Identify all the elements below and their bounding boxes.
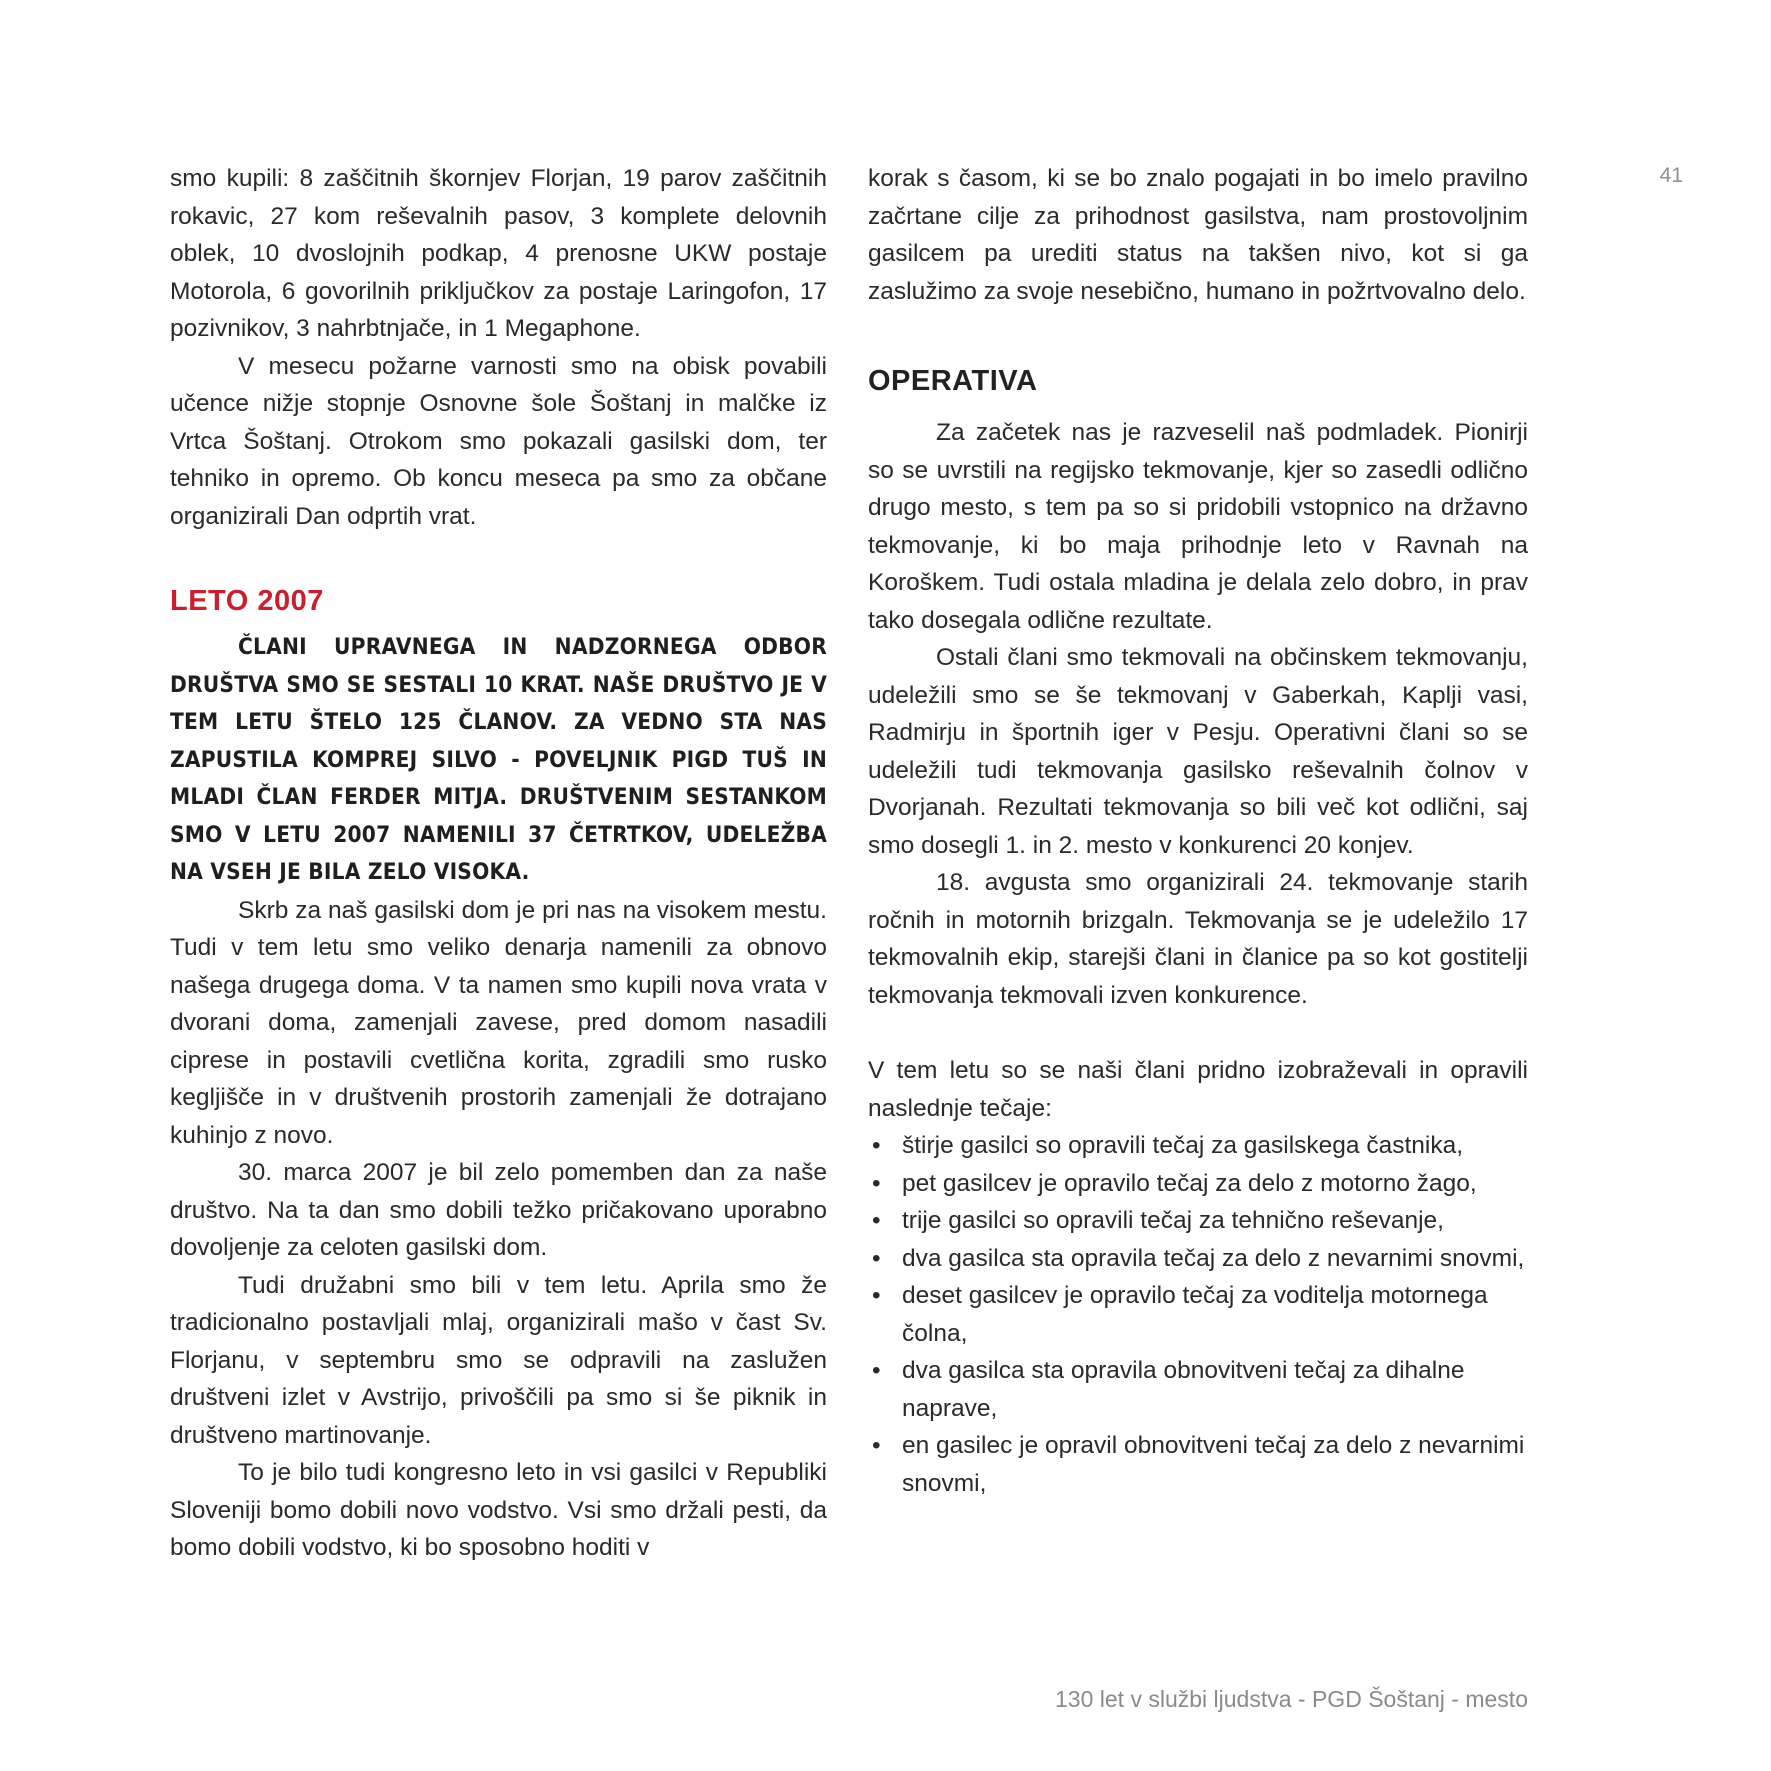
uppercase-paragraph: ČLANI UPRAVNEGA IN NADZORNEGA ODBOR DRUŠTVA SMO SE SESTALI 10 KRAT. NAŠE DRUŠTVO JE V TEM LETU ŠTELO 125 ČLANOV. ZA VEDNO STA NAS ZAPUSTILA KOMPREJ SILVO - POVELJNIK PIGD TUŠ IN MLADI ČLAN FERDER MITJA. DRUŠTVENIM SESTANKOM SMO V LETU 2007 NAMENILI 37 ČETRTKOV, UDELEŽBA NA VSEH JE BILA ZELO VISOKA. bbox=[170, 634, 827, 885]
paragraph: To je bilo tudi kongresno leto in vsi gasilci v Republiki Sloveniji bomo dobili novo vodstvo. Vsi smo držali pesti, da bomo dobili vodstvo, ki bo sposobno hoditi v bbox=[170, 1459, 827, 1561]
list-item: • trije gasilci so opravili tečaj za tehnično reševanje, bbox=[868, 1202, 1528, 1240]
paragraph: korak s časom, ki se bo znalo pogajati in bo imelo pravilno začrtane cilje za prihodnost gasilstva, nam prostovoljnim gasilcem pa urediti status na takšen nivo, kot si ga zaslužimo za svoje nesebično, humano in požrtvovalno delo. bbox=[868, 165, 1528, 305]
paragraph: V tem letu so se naši člani pridno izobraževali in opravili naslednje tečaje: bbox=[868, 1057, 1528, 1122]
section-heading-leto-2007: LETO 2007 bbox=[170, 585, 324, 617]
list-item: • en gasilec je opravil obnovitveni tečaj za delo z nevarnimi snovmi, bbox=[868, 1427, 1528, 1502]
paragraph: Tudi družabni smo bili v tem letu. Aprila smo že tradicionalno postavljali mlaj, organizirali mašo v čast Sv. Florjanu, v septembru smo se odpravili na zaslužen društveni izlet v Avstrijo, privoščili pa smo si še piknik in društveno martinovanje. bbox=[170, 1271, 827, 1449]
paragraph: smo kupili: 8 zaščitnih škornjev Florjan, 19 parov zaščitnih rokavic, 27 kom reševalnih pasov, 3 komplete delovnih oblek, 10 dvoslojnih podkap, 4 prenosne UKW postaje Motorola, 6 govorilnih priključkov za postaje Laringofon, 17 pozivnikov, 3 nahrbtnjače, in 1 Megaphone. bbox=[170, 165, 827, 342]
page-number: 41 bbox=[1659, 164, 1683, 187]
left-column bbox=[170, 160, 827, 1567]
course-list bbox=[868, 1127, 1528, 1502]
paragraph: Skrb za naš gasilski dom je pri nas na visokem mestu. Tudi v tem letu smo veliko denarja namenili za obnovo našega drugega doma. V ta namen smo kupili nova vrata v dvorani doma, zamenjali zavese, pred domom nasadili ciprese in postavili cvetlična korita, zgradili smo rusko kegljišče in v društvenih prostorih zamenjali že dotrajano kuhinjo z novo. bbox=[170, 896, 827, 1149]
list-item: • pet gasilcev je opravilo tečaj za delo z motorno žago, bbox=[868, 1165, 1528, 1203]
list-item: • dva gasilca sta opravila tečaj za delo z nevarnimi snovmi, bbox=[868, 1240, 1528, 1278]
paragraph: 30. marca 2007 je bil zelo pomemben dan za naše društvo. Na ta dan smo dobili težko pričakovano uporabno dovoljenje za celoten gasilski dom. bbox=[170, 1159, 827, 1261]
paragraph: V mesecu požarne varnosti smo na obisk povabili učence nižje stopnje Osnovne šole Šoštanj in malčke iz Vrtca Šoštanj. Otrokom smo pokazali gasilski dom, ter tehniko in opremo. Ob koncu meseca pa smo za občane organizirali Dan odprtih vrat. bbox=[170, 352, 827, 530]
paragraph: Ostali člani smo tekmovali na občinskem tekmovanju, udeležili smo se še tekmovanj v Gaberkah, Kaplji vasi, Radmirju in športnih iger v Pesju. Operativni člani so se udeležili tudi tekmovanja gasilsko reševalnih čolnov v Dvorjanah. Rezultati tekmovanja so bili več kot odlični, saj smo dosegli 1. in 2. mesto v konkurenci 20 konjev. bbox=[868, 644, 1528, 859]
list-item: • štirje gasilci so opravili tečaj za gasilskega častnika, bbox=[868, 1127, 1528, 1165]
right-column bbox=[868, 160, 1528, 1502]
paragraph: Za začetek nas je razveselil naš podmladek. Pionirji so se uvrstili na regijsko tekmovanje, kjer so zasedli odlično drugo mesto, s tem pa so si pridobili vstopnico na državno tekmovanje, ki bo maja prihodnje leto v Ravnah na Koroškem. Tudi ostala mladina je delala zelo dobro, in prav tako dosegala odlične rezultate. bbox=[868, 419, 1528, 634]
list-item: • dva gasilca sta opravila obnovitveni tečaj za dihalne naprave, bbox=[868, 1352, 1528, 1427]
paragraph: 18. avgusta smo organizirali 24. tekmovanje starih ročnih in motornih brizgaln. Tekmovanja se je udeležilo 17 tekmovalnih ekip, starejši člani in članice pa so kot gostitelji tekmovanja tekmovali izven konkurence. bbox=[868, 869, 1528, 1009]
page-footer: 130 let v službi ljudstva - PGD Šoštanj - mesto bbox=[1055, 1686, 1528, 1712]
section-heading-operativa: OPERATIVA bbox=[868, 365, 1038, 397]
list-item: • deset gasilcev je opravilo tečaj za voditelja motornega čolna, bbox=[868, 1277, 1528, 1352]
